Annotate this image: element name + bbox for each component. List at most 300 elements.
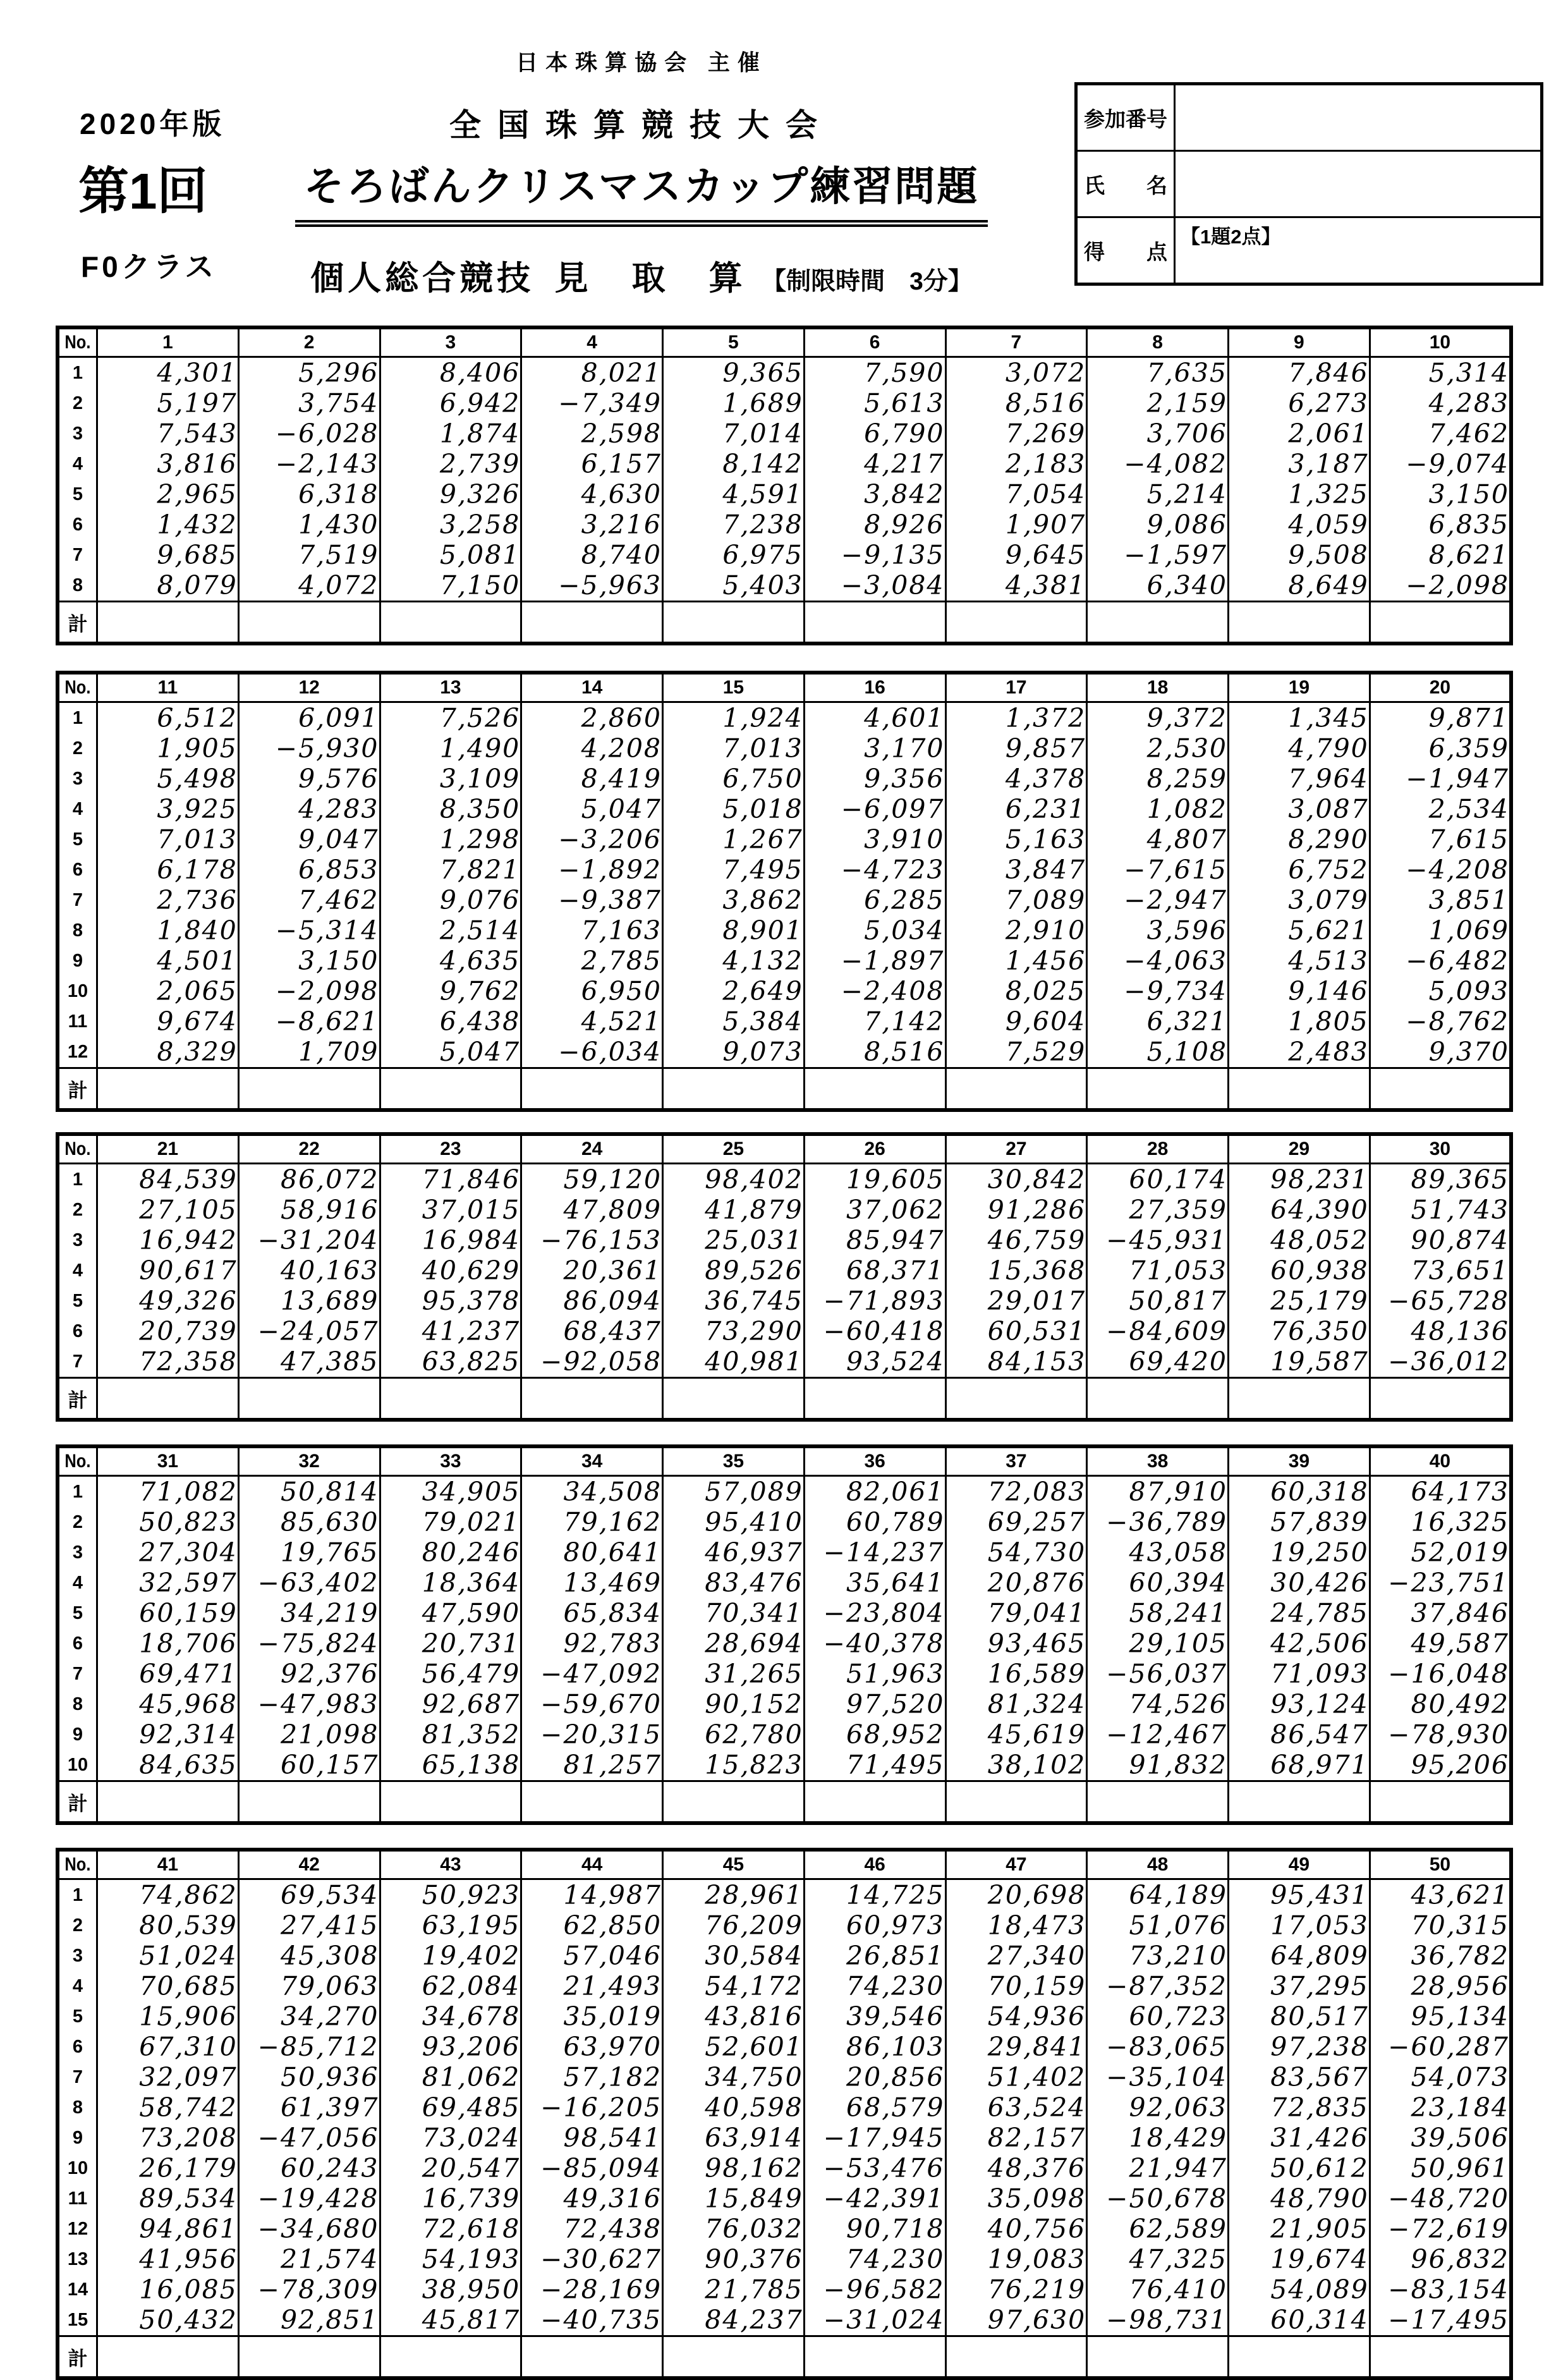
row-number: 6: [58, 1628, 97, 1659]
table-row: [58, 885, 1511, 915]
value-cell: 43,621: [1370, 1879, 1511, 1911]
value-cell: 9,076: [380, 885, 521, 915]
value-cell: 8,516: [804, 1037, 945, 1068]
column-number-header: 34: [521, 1446, 663, 1476]
value-cell: 5,197: [97, 388, 239, 418]
value-cell: 6,853: [238, 855, 380, 885]
value-cell: 71,082: [97, 1476, 239, 1508]
value-cell: −3,084: [804, 570, 945, 602]
value-cell: 52,601: [663, 2032, 805, 2062]
value-cell: 92,687: [380, 1689, 521, 1719]
value-cell: 76,410: [1087, 2274, 1229, 2305]
column-number-header: 14: [521, 673, 663, 702]
value-cell: 3,862: [663, 885, 805, 915]
total-answer-blank: [945, 2336, 1087, 2379]
value-cell: 92,314: [97, 1719, 239, 1750]
event-name: 個人総合競技: [310, 260, 535, 297]
column-number-header: 4: [521, 327, 663, 357]
value-cell: 73,651: [1370, 1255, 1511, 1286]
column-number-header: 7: [945, 327, 1087, 357]
value-cell: 36,745: [663, 1286, 805, 1316]
value-cell: 28,961: [663, 1879, 805, 1911]
value-cell: 68,437: [521, 1316, 663, 1346]
value-cell: −35,104: [1087, 2062, 1229, 2092]
value-cell: 7,526: [380, 702, 521, 734]
value-cell: 95,378: [380, 1286, 521, 1316]
value-cell: 51,963: [804, 1659, 945, 1689]
value-cell: 1,345: [1229, 702, 1370, 734]
value-cell: 2,739: [380, 449, 521, 479]
row-number: 9: [58, 946, 97, 976]
value-cell: 92,783: [521, 1628, 663, 1659]
value-cell: 79,162: [521, 1507, 663, 1537]
value-cell: 84,635: [97, 1750, 239, 1781]
value-cell: 8,350: [380, 794, 521, 824]
value-cell: 62,589: [1087, 2214, 1229, 2244]
table-header-row: [58, 1850, 1511, 1879]
value-cell: 50,936: [238, 2062, 380, 2092]
value-cell: 58,916: [238, 1195, 380, 1225]
value-cell: −4,208: [1370, 855, 1511, 885]
value-cell: 41,879: [663, 1195, 805, 1225]
value-cell: 5,081: [380, 540, 521, 570]
table-row: [58, 479, 1511, 510]
value-cell: −98,731: [1087, 2305, 1229, 2336]
value-cell: 1,689: [663, 388, 805, 418]
row-number: 11: [58, 1006, 97, 1037]
total-answer-blank: [97, 1781, 239, 1824]
row-number: 7: [58, 540, 97, 570]
value-cell: 21,785: [663, 2274, 805, 2305]
value-cell: 62,084: [380, 1971, 521, 2001]
total-answer-blank: [1087, 2336, 1229, 2379]
value-cell: 8,021: [521, 357, 663, 389]
total-answer-blank: [945, 1068, 1087, 1111]
value-cell: 45,968: [97, 1689, 239, 1719]
value-cell: 40,756: [945, 2214, 1087, 2244]
value-cell: 34,678: [380, 2001, 521, 2032]
value-cell: 1,456: [945, 946, 1087, 976]
value-cell: 47,809: [521, 1195, 663, 1225]
value-cell: 30,426: [1229, 1568, 1370, 1598]
value-cell: 20,739: [97, 1316, 239, 1346]
column-number-header: 18: [1087, 673, 1229, 702]
value-cell: 7,462: [238, 885, 380, 915]
value-cell: −60,287: [1370, 2032, 1511, 2062]
value-cell: 76,032: [663, 2214, 805, 2244]
organizer-line: 日本珠算協会 主催: [516, 51, 767, 75]
value-cell: −4,723: [804, 855, 945, 885]
value-cell: 60,789: [804, 1507, 945, 1537]
value-cell: −1,947: [1370, 764, 1511, 794]
total-row: [58, 602, 1511, 644]
total-answer-blank: [238, 1068, 380, 1111]
value-cell: 7,846: [1229, 357, 1370, 389]
value-cell: 97,630: [945, 2305, 1087, 2336]
value-cell: 41,237: [380, 1316, 521, 1346]
value-cell: 9,604: [945, 1006, 1087, 1037]
value-cell: 58,241: [1087, 1598, 1229, 1628]
value-cell: 6,975: [663, 540, 805, 570]
value-cell: 37,062: [804, 1195, 945, 1225]
value-cell: 9,871: [1370, 702, 1511, 734]
value-cell: 9,370: [1370, 1037, 1511, 1068]
row-number: 8: [58, 570, 97, 602]
value-cell: 95,431: [1229, 1879, 1370, 1911]
value-cell: −75,824: [238, 1628, 380, 1659]
value-cell: −7,615: [1087, 855, 1229, 885]
table-row: [58, 1719, 1511, 1750]
value-cell: 74,230: [804, 1971, 945, 2001]
value-cell: 8,259: [1087, 764, 1229, 794]
value-cell: 2,649: [663, 976, 805, 1006]
value-cell: 8,142: [663, 449, 805, 479]
table-row: [58, 1316, 1511, 1346]
value-cell: 4,072: [238, 570, 380, 602]
value-cell: 34,905: [380, 1476, 521, 1508]
value-cell: 8,406: [380, 357, 521, 389]
value-cell: 5,621: [1229, 915, 1370, 946]
value-cell: 3,706: [1087, 418, 1229, 449]
value-cell: 9,857: [945, 733, 1087, 764]
column-number-header: 19: [1229, 673, 1370, 702]
column-number-header: 24: [521, 1134, 663, 1164]
value-cell: 81,324: [945, 1689, 1087, 1719]
value-cell: 19,765: [238, 1537, 380, 1568]
value-cell: 57,089: [663, 1476, 805, 1508]
table-row: [58, 449, 1511, 479]
row-number: 1: [58, 1879, 97, 1911]
row-number: 11: [58, 2183, 97, 2214]
value-cell: 57,839: [1229, 1507, 1370, 1537]
value-cell: 63,914: [663, 2123, 805, 2153]
value-cell: 6,178: [97, 855, 239, 885]
value-cell: 4,283: [238, 794, 380, 824]
column-number-header: 46: [804, 1850, 945, 1879]
row-number: 5: [58, 1598, 97, 1628]
value-cell: 89,365: [1370, 1164, 1511, 1195]
value-cell: 6,318: [238, 479, 380, 510]
table-row: [58, 1006, 1511, 1037]
row-number: 2: [58, 1195, 97, 1225]
value-cell: 69,471: [97, 1659, 239, 1689]
value-cell: 69,534: [238, 1879, 380, 1911]
value-cell: 8,516: [945, 388, 1087, 418]
value-cell: 61,397: [238, 2092, 380, 2123]
value-cell: 70,341: [663, 1598, 805, 1628]
value-cell: 3,216: [521, 510, 663, 540]
column-number-header: 49: [1229, 1850, 1370, 1879]
no-column-header: No.: [61, 1134, 94, 1164]
value-cell: 3,754: [238, 388, 380, 418]
value-cell: −78,930: [1370, 1719, 1511, 1750]
value-cell: −30,627: [521, 2244, 663, 2274]
row-number: 5: [58, 824, 97, 855]
total-answer-blank: [1229, 2336, 1370, 2379]
value-cell: 3,079: [1229, 885, 1370, 915]
value-cell: −24,057: [238, 1316, 380, 1346]
value-cell: 6,321: [1087, 1006, 1229, 1037]
value-cell: 51,076: [1087, 1910, 1229, 1941]
total-answer-blank: [1229, 1068, 1370, 1111]
value-cell: 60,314: [1229, 2305, 1370, 2336]
value-cell: 5,047: [521, 794, 663, 824]
value-cell: 95,206: [1370, 1750, 1511, 1781]
value-cell: 73,208: [97, 2123, 239, 2153]
total-row: [58, 1378, 1511, 1420]
row-number: 4: [58, 794, 97, 824]
value-cell: 36,782: [1370, 1941, 1511, 1971]
total-answer-blank: [380, 1068, 521, 1111]
table-row: [58, 824, 1511, 855]
value-cell: 9,645: [945, 540, 1087, 570]
problem-table-5: [56, 1848, 1513, 2380]
row-number: 5: [58, 1286, 97, 1316]
value-cell: 57,182: [521, 2062, 663, 2092]
value-cell: 8,926: [804, 510, 945, 540]
no-column-header: No.: [61, 1850, 94, 1879]
value-cell: 3,816: [97, 449, 239, 479]
value-cell: −84,609: [1087, 1316, 1229, 1346]
value-cell: 64,809: [1229, 1941, 1370, 1971]
value-cell: 80,539: [97, 1910, 239, 1941]
value-cell: 6,835: [1370, 510, 1511, 540]
value-cell: −4,063: [1087, 946, 1229, 976]
total-row: [58, 1781, 1511, 1824]
value-cell: 18,473: [945, 1910, 1087, 1941]
value-cell: 60,531: [945, 1316, 1087, 1346]
value-cell: 3,847: [945, 855, 1087, 885]
value-cell: 4,807: [1087, 824, 1229, 855]
total-answer-blank: [804, 602, 945, 644]
value-cell: 48,376: [945, 2153, 1087, 2183]
value-cell: 92,851: [238, 2305, 380, 2336]
value-cell: 87,910: [1087, 1476, 1229, 1508]
table-row: [58, 2032, 1511, 2062]
value-cell: −23,751: [1370, 1568, 1511, 1598]
row-number: 7: [58, 885, 97, 915]
value-cell: 28,956: [1370, 1971, 1511, 2001]
row-number: 2: [58, 1910, 97, 1941]
value-cell: 4,283: [1370, 388, 1511, 418]
row-number: 1: [58, 702, 97, 734]
column-number-header: 2: [238, 327, 380, 357]
value-cell: 93,524: [804, 1346, 945, 1378]
value-cell: 1,490: [380, 733, 521, 764]
column-number-header: 6: [804, 327, 945, 357]
column-number-header: 22: [238, 1134, 380, 1164]
value-cell: 97,238: [1229, 2032, 1370, 2062]
value-cell: 43,058: [1087, 1537, 1229, 1568]
class-label: F0クラス: [81, 250, 217, 283]
value-cell: 86,103: [804, 2032, 945, 2062]
value-cell: 5,403: [663, 570, 805, 602]
value-cell: 24,785: [1229, 1598, 1370, 1628]
total-answer-blank: [1370, 1378, 1511, 1420]
column-number-header: 35: [663, 1446, 805, 1476]
value-cell: 60,243: [238, 2153, 380, 2183]
value-cell: 76,209: [663, 1910, 805, 1941]
value-cell: 20,856: [804, 2062, 945, 2092]
value-cell: 59,120: [521, 1164, 663, 1195]
value-cell: 50,612: [1229, 2153, 1370, 2183]
value-cell: 49,326: [97, 1286, 239, 1316]
value-cell: 25,179: [1229, 1286, 1370, 1316]
column-number-header: 47: [945, 1850, 1087, 1879]
table-row: [58, 1476, 1511, 1508]
value-cell: 6,273: [1229, 388, 1370, 418]
problem-table-4: [56, 1444, 1513, 1825]
value-cell: 91,832: [1087, 1750, 1229, 1781]
column-number-header: 11: [97, 673, 239, 702]
total-row-label: 計: [58, 1068, 97, 1111]
value-cell: 64,173: [1370, 1476, 1511, 1508]
value-cell: −63,402: [238, 1568, 380, 1598]
total-answer-blank: [97, 1068, 239, 1111]
value-cell: 27,359: [1087, 1195, 1229, 1225]
value-cell: 48,790: [1229, 2183, 1370, 2214]
total-answer-blank: [663, 602, 805, 644]
value-cell: 83,476: [663, 1568, 805, 1598]
column-number-header: 5: [663, 327, 805, 357]
value-cell: 19,605: [804, 1164, 945, 1195]
column-number-header: 26: [804, 1134, 945, 1164]
table-header-row: [58, 327, 1511, 357]
value-cell: 48,052: [1229, 1225, 1370, 1255]
value-cell: 35,098: [945, 2183, 1087, 2214]
value-cell: 1,907: [945, 510, 1087, 540]
value-cell: −72,619: [1370, 2214, 1511, 2244]
value-cell: 35,019: [521, 2001, 663, 2032]
value-cell: 27,105: [97, 1195, 239, 1225]
value-cell: 16,085: [97, 2274, 239, 2305]
value-cell: 31,426: [1229, 2123, 1370, 2153]
value-cell: 72,438: [521, 2214, 663, 2244]
row-number: 10: [58, 1750, 97, 1781]
row-number: 3: [58, 764, 97, 794]
value-cell: 29,017: [945, 1286, 1087, 1316]
value-cell: 2,065: [97, 976, 239, 1006]
value-cell: −47,092: [521, 1659, 663, 1689]
value-cell: 81,257: [521, 1750, 663, 1781]
value-cell: 2,736: [97, 885, 239, 915]
total-answer-blank: [804, 2336, 945, 2379]
value-cell: 21,947: [1087, 2153, 1229, 2183]
value-cell: 72,358: [97, 1346, 239, 1378]
row-number: 13: [58, 2244, 97, 2274]
value-cell: −7,349: [521, 388, 663, 418]
column-number-header: 21: [97, 1134, 239, 1164]
value-cell: 2,514: [380, 915, 521, 946]
value-cell: −6,034: [521, 1037, 663, 1068]
value-cell: 6,340: [1087, 570, 1229, 602]
value-cell: 2,598: [521, 418, 663, 449]
value-cell: 62,850: [521, 1910, 663, 1941]
value-cell: 48,136: [1370, 1316, 1511, 1346]
value-cell: 73,210: [1087, 1941, 1229, 1971]
value-cell: 7,013: [97, 824, 239, 855]
value-cell: 3,087: [1229, 794, 1370, 824]
table-row: [58, 2153, 1511, 2183]
value-cell: −5,314: [238, 915, 380, 946]
value-cell: 5,018: [663, 794, 805, 824]
value-cell: 7,054: [945, 479, 1087, 510]
value-cell: 18,706: [97, 1628, 239, 1659]
value-cell: 54,089: [1229, 2274, 1370, 2305]
total-row-label: 計: [58, 1781, 97, 1824]
total-answer-blank: [663, 1378, 805, 1420]
column-number-header: 13: [380, 673, 521, 702]
total-row: [58, 1068, 1511, 1111]
table-row: [58, 2183, 1511, 2214]
value-cell: 2,860: [521, 702, 663, 734]
row-number: 9: [58, 2123, 97, 2153]
total-answer-blank: [1370, 602, 1511, 644]
value-cell: −48,720: [1370, 2183, 1511, 2214]
value-cell: 90,376: [663, 2244, 805, 2274]
value-cell: 4,059: [1229, 510, 1370, 540]
total-answer-blank: [97, 1378, 239, 1420]
row-number: 12: [58, 2214, 97, 2244]
edition-label: 2020年版: [80, 107, 226, 140]
column-number-header: 42: [238, 1850, 380, 1879]
value-cell: 8,329: [97, 1037, 239, 1068]
value-cell: 7,150: [380, 570, 521, 602]
value-cell: 19,083: [945, 2244, 1087, 2274]
table-row: [58, 976, 1511, 1006]
table-row: [58, 764, 1511, 794]
value-cell: 34,270: [238, 2001, 380, 2032]
value-cell: 7,462: [1370, 418, 1511, 449]
value-cell: −65,728: [1370, 1286, 1511, 1316]
column-number-header: 43: [380, 1850, 521, 1879]
value-cell: 7,964: [1229, 764, 1370, 794]
value-cell: 68,579: [804, 2092, 945, 2123]
value-cell: 32,597: [97, 1568, 239, 1598]
value-cell: 21,098: [238, 1719, 380, 1750]
value-cell: −19,428: [238, 2183, 380, 2214]
value-cell: −17,945: [804, 2123, 945, 2153]
value-cell: 60,157: [238, 1750, 380, 1781]
value-cell: −36,012: [1370, 1346, 1511, 1378]
value-cell: 8,621: [1370, 540, 1511, 570]
participant-number-label: 参加番号: [1078, 85, 1176, 150]
value-cell: 47,385: [238, 1346, 380, 1378]
value-cell: 3,170: [804, 733, 945, 764]
value-cell: 20,547: [380, 2153, 521, 2183]
value-cell: 1,805: [1229, 1006, 1370, 1037]
row-number: 6: [58, 2032, 97, 2062]
value-cell: −76,153: [521, 1225, 663, 1255]
value-cell: 19,674: [1229, 2244, 1370, 2274]
value-cell: 91,286: [945, 1195, 1087, 1225]
table-row: [58, 1598, 1511, 1628]
value-cell: −5,963: [521, 570, 663, 602]
total-answer-blank: [521, 1781, 663, 1824]
value-cell: 81,062: [380, 2062, 521, 2092]
value-cell: 57,046: [521, 1941, 663, 1971]
value-cell: 7,014: [663, 418, 805, 449]
value-cell: 15,906: [97, 2001, 239, 2032]
row-number: 1: [58, 357, 97, 389]
value-cell: 9,762: [380, 976, 521, 1006]
value-cell: 39,506: [1370, 2123, 1511, 2153]
value-cell: 31,265: [663, 1659, 805, 1689]
table-row: [58, 794, 1511, 824]
value-cell: 76,350: [1229, 1316, 1370, 1346]
table-row: [58, 2305, 1511, 2336]
value-cell: −3,206: [521, 824, 663, 855]
